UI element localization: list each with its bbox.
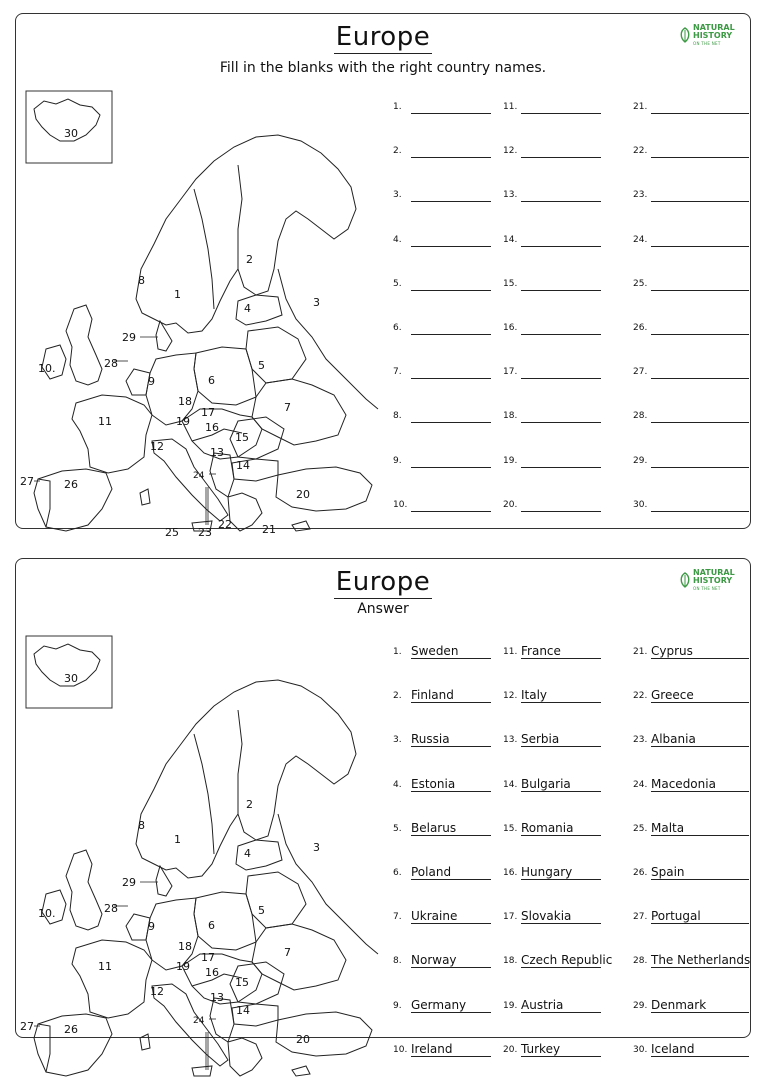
blank-item	[393, 494, 505, 514]
blank-item	[503, 96, 615, 116]
item-number: 24.	[633, 779, 648, 790]
blank-item	[503, 140, 615, 160]
blank-item	[503, 229, 615, 249]
blank-line[interactable]	[521, 408, 601, 423]
blank-line[interactable]	[521, 143, 601, 158]
item-number: 1.	[393, 102, 402, 112]
map-label: 14	[236, 1004, 250, 1017]
answer-item	[633, 818, 751, 838]
blank-item	[633, 96, 751, 116]
blank-item	[633, 184, 751, 204]
answer-item	[503, 774, 615, 794]
map-label: 4	[244, 302, 251, 315]
answer-item	[393, 641, 505, 661]
item-number: 5.	[393, 278, 402, 289]
map-label: 15	[235, 976, 249, 989]
blank-item	[503, 450, 615, 470]
blank-line[interactable]	[411, 187, 491, 202]
answer-line: Iceland	[651, 1042, 749, 1057]
blank-line[interactable]	[521, 99, 601, 114]
map-label: 11	[98, 960, 112, 973]
blank-item	[503, 184, 615, 204]
map-label: 5	[258, 904, 265, 917]
blank-item	[393, 405, 505, 425]
answer-line: Ukraine	[411, 909, 491, 924]
answer-item	[633, 729, 751, 749]
blank-item	[633, 273, 751, 293]
item-number: 20.	[503, 499, 518, 510]
blank-item	[633, 140, 751, 160]
map-label: 16	[205, 421, 219, 434]
answer-line: Macedonia	[651, 777, 749, 792]
map-label: 28	[104, 357, 118, 370]
item-number: 11.	[503, 102, 518, 112]
answer-item	[633, 862, 751, 882]
map-label: 11	[98, 415, 112, 428]
item-number: 12.	[503, 691, 518, 702]
answer-line: Greece	[651, 688, 749, 703]
item-number: 15.	[503, 278, 518, 289]
answer-line: Romania	[521, 821, 601, 836]
item-number: 5.	[393, 823, 402, 834]
answer-line: Turkey	[521, 1042, 601, 1057]
answer-item	[503, 685, 615, 705]
item-number: 10.	[393, 499, 408, 510]
leaf-icon	[680, 572, 691, 588]
map-label: 15	[235, 431, 249, 444]
map-label: 17	[201, 951, 215, 964]
worksheet-title: Europe	[335, 22, 431, 52]
map-label: 26	[64, 478, 78, 491]
map-label: 17	[201, 406, 215, 419]
answer-item	[503, 1039, 615, 1059]
map-label: 9	[148, 920, 155, 933]
answer-line: France	[521, 644, 601, 659]
map-label: 6	[208, 919, 215, 932]
blank-line[interactable]	[521, 320, 601, 335]
map-label: 27	[20, 1020, 34, 1033]
map-label: 27	[20, 475, 34, 488]
blank-line[interactable]	[521, 453, 601, 468]
blank-line[interactable]	[411, 99, 491, 114]
map-label: 18	[178, 940, 192, 953]
blank-line[interactable]	[411, 320, 491, 335]
item-number: 13.	[503, 190, 518, 201]
map-label: 9	[148, 375, 155, 388]
item-number: 21.	[633, 647, 648, 657]
answer-line: Spain	[651, 865, 749, 880]
map-label: 30	[64, 672, 78, 685]
blank-line[interactable]	[651, 453, 749, 468]
answer-item	[633, 685, 751, 705]
blank-item	[393, 184, 505, 204]
item-number: 20.	[503, 1044, 518, 1055]
blank-line[interactable]	[411, 364, 491, 379]
answer-item	[633, 1039, 751, 1059]
blank-line[interactable]	[651, 276, 749, 291]
map-label: 21	[262, 523, 276, 536]
answer-line: Finland	[411, 688, 491, 703]
map-label: 12	[150, 985, 164, 998]
item-number: 6.	[393, 868, 402, 878]
blank-item	[393, 450, 505, 470]
answer-title: Europe	[335, 567, 431, 597]
map-label: 3	[313, 296, 320, 309]
blank-line[interactable]	[651, 320, 749, 335]
item-number: 29.	[633, 1000, 648, 1011]
map-label: 2	[246, 798, 253, 811]
blank-line[interactable]	[411, 143, 491, 158]
blank-item	[503, 273, 615, 293]
item-number: 24.	[633, 234, 648, 245]
map-label: 19	[176, 415, 190, 428]
map-label: 26	[64, 1023, 78, 1036]
answer-line: Slovakia	[521, 909, 601, 924]
answer-line: Albania	[651, 732, 749, 747]
answer-item	[503, 641, 615, 661]
answer-line: Germany	[411, 998, 491, 1013]
answer-item	[393, 950, 505, 970]
answer-item	[393, 862, 505, 882]
map-label: 25	[165, 526, 179, 539]
blank-item	[393, 140, 505, 160]
item-number: 8.	[393, 956, 402, 967]
answer-item	[393, 729, 505, 749]
blank-item	[393, 273, 505, 293]
item-number: 3.	[393, 735, 402, 746]
blank-item	[503, 361, 615, 381]
answer-item	[633, 906, 751, 926]
answer-line: Norway	[411, 953, 491, 968]
europe-map	[16, 69, 381, 539]
item-number: 26.	[633, 868, 648, 878]
map-label: 20	[296, 488, 310, 501]
item-number: 27.	[633, 912, 648, 923]
map-label: 24	[193, 1016, 205, 1026]
item-number: 25.	[633, 278, 648, 289]
item-number: 3.	[393, 190, 402, 201]
item-number: 23.	[633, 190, 648, 201]
item-number: 23.	[633, 735, 648, 746]
answer-item	[503, 818, 615, 838]
blank-line[interactable]	[651, 143, 749, 158]
logo-line-3: ON THE NET	[693, 41, 721, 46]
map-label: 16	[205, 966, 219, 979]
item-number: 12.	[503, 146, 518, 157]
map-label: 7	[284, 946, 291, 959]
map-label: 1	[174, 833, 181, 846]
natural-history-logo	[680, 22, 740, 50]
answer-line: Russia	[411, 732, 491, 747]
blank-item	[503, 317, 615, 337]
answer-item	[633, 950, 751, 970]
blank-line[interactable]	[651, 232, 749, 247]
item-number: 15.	[503, 823, 518, 834]
blank-item	[633, 450, 751, 470]
item-number: 8.	[393, 411, 402, 422]
map-label: 23	[198, 526, 212, 539]
item-number: 13.	[503, 735, 518, 746]
blank-line[interactable]	[411, 276, 491, 291]
item-number: 2.	[393, 146, 402, 157]
map-label: 10.	[38, 362, 56, 375]
logo-line-1: NATURAL	[693, 568, 735, 577]
answer-line: The Netherlands	[651, 953, 751, 968]
map-label: 10.	[38, 907, 56, 920]
blank-item	[633, 494, 751, 514]
leaf-icon	[680, 27, 691, 43]
map-label: 12	[150, 440, 164, 453]
map-label: 29	[122, 876, 136, 889]
item-number: 21.	[633, 102, 648, 112]
answer-line: Portugal	[651, 909, 749, 924]
map-label: 18	[178, 395, 192, 408]
answer-item	[633, 774, 751, 794]
blank-item	[633, 405, 751, 425]
map-label: 3	[313, 841, 320, 854]
blank-line[interactable]	[411, 497, 491, 512]
answer-line: Denmark	[651, 998, 749, 1013]
map-label: 8	[138, 274, 145, 287]
blank-item	[633, 229, 751, 249]
answer-item	[633, 641, 751, 661]
item-number: 4.	[393, 234, 402, 245]
blank-line[interactable]	[521, 187, 601, 202]
answer-line: Sweden	[411, 644, 491, 659]
item-number: 18.	[503, 956, 518, 967]
map-label: 2	[246, 253, 253, 266]
item-number: 1.	[393, 647, 402, 657]
item-number: 28.	[633, 411, 648, 422]
blank-line[interactable]	[411, 408, 491, 423]
item-number: 30.	[633, 1044, 648, 1055]
logo-line-1: NATURAL	[693, 23, 735, 32]
map-label: 29	[122, 331, 136, 344]
map-label: 7	[284, 401, 291, 414]
logo-line-2: HISTORY	[693, 576, 733, 585]
answer-line: Czech Republic	[521, 953, 613, 968]
blank-item	[393, 361, 505, 381]
worksheet-instruction: Fill in the blanks with the right country names.	[219, 60, 547, 76]
answer-line: Italy	[521, 688, 601, 703]
item-number: 26.	[633, 323, 648, 333]
blank-line[interactable]	[651, 408, 749, 423]
item-number: 28.	[633, 956, 648, 967]
item-number: 14.	[503, 234, 518, 245]
map-label: 30	[64, 127, 78, 140]
map-label: 20	[296, 1033, 310, 1046]
map-label: 28	[104, 902, 118, 915]
answer-item	[393, 774, 505, 794]
item-number: 25.	[633, 823, 648, 834]
item-number: 6.	[393, 323, 402, 333]
blank-line[interactable]	[651, 497, 749, 512]
item-number: 9.	[393, 455, 402, 466]
map-label: 5	[258, 359, 265, 372]
blank-line[interactable]	[651, 364, 749, 379]
item-number: 17.	[503, 367, 518, 378]
logo-line-2: HISTORY	[693, 31, 733, 40]
answer-item	[633, 995, 751, 1015]
answer-item	[393, 1039, 505, 1059]
answer-line: Belarus	[411, 821, 491, 836]
logo-line-3: ON THE NET	[693, 586, 721, 591]
blank-item	[393, 96, 505, 116]
blank-item	[503, 494, 615, 514]
answer-item	[503, 995, 615, 1015]
answer-line: Bulgaria	[521, 777, 601, 792]
answer-subtitle: Answer	[357, 601, 409, 617]
answer-item	[503, 862, 615, 882]
answer-line: Austria	[521, 998, 601, 1013]
map-label: 19	[176, 960, 190, 973]
blank-line[interactable]	[411, 232, 491, 247]
blank-item	[393, 317, 505, 337]
blank-line[interactable]	[521, 497, 601, 512]
map-label: 6	[208, 374, 215, 387]
item-number: 7.	[393, 367, 402, 378]
blank-line[interactable]	[521, 232, 601, 247]
blank-line[interactable]	[651, 187, 749, 202]
map-label: 24	[193, 471, 205, 481]
item-number: 29.	[633, 455, 648, 466]
blank-line[interactable]	[521, 276, 601, 291]
map-label: 13	[210, 991, 224, 1004]
item-number: 27.	[633, 367, 648, 378]
item-number: 11.	[503, 647, 518, 657]
answer-line: Hungary	[521, 865, 601, 880]
answer-item	[393, 995, 505, 1015]
blank-item	[393, 229, 505, 249]
answer-item	[393, 685, 505, 705]
answer-line: Cyprus	[651, 644, 749, 659]
blank-item	[633, 317, 751, 337]
answer-line: Ireland	[411, 1042, 491, 1057]
item-number: 19.	[503, 1000, 518, 1011]
map-label: 22	[218, 518, 232, 531]
item-number: 7.	[393, 912, 402, 923]
worksheet-panel	[15, 13, 751, 539]
item-number: 16.	[503, 868, 518, 878]
item-number: 19.	[503, 455, 518, 466]
item-number: 10.	[393, 1044, 408, 1055]
blank-item	[503, 405, 615, 425]
item-number: 17.	[503, 912, 518, 923]
answer-panel	[15, 558, 751, 1056]
map-label: 8	[138, 819, 145, 832]
blank-line[interactable]	[411, 453, 491, 468]
answer-line: Malta	[651, 821, 749, 836]
answer-item	[503, 906, 615, 926]
item-number: 22.	[633, 146, 648, 157]
blank-item	[633, 361, 751, 381]
map-label: 14	[236, 459, 250, 472]
item-number: 18.	[503, 411, 518, 422]
answer-item	[393, 818, 505, 838]
item-number: 16.	[503, 323, 518, 333]
map-label: 1	[174, 288, 181, 301]
answer-line: Estonia	[411, 777, 491, 792]
answer-item	[503, 729, 615, 749]
item-number: 4.	[393, 779, 402, 790]
item-number: 14.	[503, 779, 518, 790]
blank-line[interactable]	[651, 99, 749, 114]
answer-line: Serbia	[521, 732, 601, 747]
item-number: 2.	[393, 691, 402, 702]
item-number: 22.	[633, 691, 648, 702]
item-number: 9.	[393, 1000, 402, 1011]
europe-map	[16, 614, 381, 1084]
map-label: 4	[244, 847, 251, 860]
map-label: 13	[210, 446, 224, 459]
answer-line: Poland	[411, 865, 491, 880]
blank-line[interactable]	[521, 364, 601, 379]
answer-item	[393, 906, 505, 926]
item-number: 30.	[633, 499, 648, 510]
natural-history-logo	[680, 567, 740, 595]
answer-item	[503, 950, 615, 970]
